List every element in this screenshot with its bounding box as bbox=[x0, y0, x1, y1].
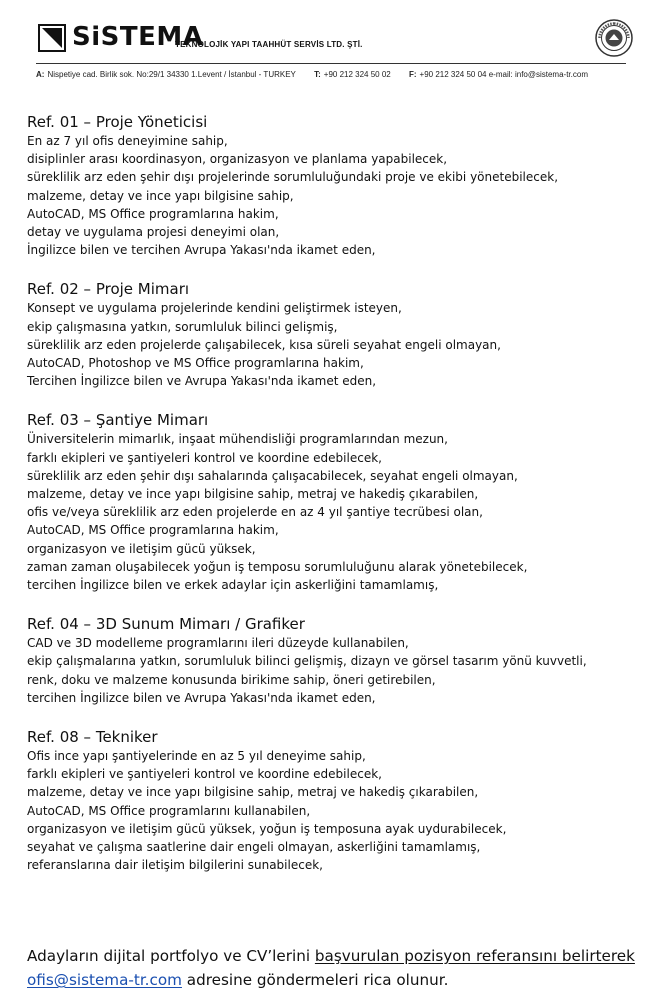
header-divider bbox=[36, 63, 626, 64]
green-building-seal-icon bbox=[595, 19, 633, 57]
job-listings bbox=[27, 112, 637, 895]
job-title: Ref. 01 – Proje Yöneticisi bbox=[27, 113, 208, 131]
reference-note: başvurulan pozisyon referansını belirterek bbox=[314, 947, 635, 965]
job-requirement: disiplinler arası koordinasyon, organizasyon ve planlama yapabilecek, bbox=[27, 152, 448, 167]
job-title: Ref. 04 – 3D Sunum Mimarı / Grafiker bbox=[27, 615, 305, 634]
fax: F: +90 212 324 50 04 bbox=[408, 70, 487, 79]
job-section bbox=[27, 727, 637, 874]
job-requirement: referanslarına dair iletişim bilgilerini sunabilecek, bbox=[27, 858, 323, 873]
job-requirement: tercihen İngilizce bilen ve Avrupa Yakası'nda ikamet eden, bbox=[27, 690, 376, 705]
job-requirement: renk, doku ve malzeme konusunda birikime sahip, öneri getirebilen, bbox=[27, 672, 436, 687]
job-requirement: Tercihen İngilizce bilen ve Avrupa Yakası'nda ikamet eden, bbox=[27, 374, 377, 389]
job-requirement: Üniversitelerin mimarlık, inşaat mühendisliği programlarından mezun, bbox=[27, 432, 448, 447]
job-section bbox=[27, 410, 637, 594]
job-title: Ref. 02 – Proje Mimarı bbox=[27, 280, 190, 299]
job-requirement: AutoCAD, MS Office programlarına hakim, bbox=[27, 523, 279, 538]
job-requirement: Ofis ince yapı şantiyelerinde en az 5 yıl deneyime sahip, bbox=[27, 749, 366, 764]
application-email-link[interactable]: ofis@sistema-tr.com bbox=[27, 971, 182, 989]
job-requirement: farklı ekipleri ve şantiyeleri kontrol ve koordine edebilecek, bbox=[27, 767, 382, 782]
job-requirement: Konsept ve uygulama projelerinde kendini geliştirmek isteyen, bbox=[27, 301, 402, 316]
letterhead bbox=[0, 0, 659, 100]
job-requirement: süreklilik arz eden projelerde çalışabilecek, kısa süreli seyahat engeli olmayan, bbox=[27, 337, 501, 352]
job-section bbox=[27, 279, 637, 390]
job-requirement: CAD ve 3D modelleme programlarını ileri düzeyde kullanabilen, bbox=[27, 636, 409, 651]
job-requirement: tercihen İngilizce bilen ve erkek adaylar için askerliğini tamamlamış, bbox=[27, 578, 439, 593]
job-requirement: malzeme, detay ve ince yapı bilgisine sahip, metraj ve hakediş çıkarabilen, bbox=[27, 785, 479, 800]
job-requirement: ekip çalışmasına yatkın, sorumluluk bilinci gelişmiş, bbox=[27, 319, 338, 334]
application-note: Adayların dijital portfolyo ve CV’lerini başvurulan pozisyon referansını belirterek ofis@sistema-tr.com adresine göndermeleri rica olunur. bbox=[27, 947, 635, 989]
job-requirement: AutoCAD, MS Office programlarına hakim, bbox=[27, 206, 279, 221]
job-title: Ref. 03 – Şantiye Mimarı bbox=[27, 411, 209, 430]
address: A: Nispetiye cad. Birlik sok. No:29/1 34330 1.Levent / İstanbul - TURKEY bbox=[36, 70, 296, 79]
job-requirement: süreklilik arz eden şehir dışı sahalarında çalışacabilecek, seyahat engeli olmayan, bbox=[27, 468, 518, 483]
brand-name: SiSTEMA bbox=[72, 22, 204, 52]
job-requirement: zaman zaman oluşabilecek yoğun iş temposu sorumluluğunu alarak yönetebilecek, bbox=[27, 559, 528, 574]
contact-email[interactable]: e-mail: info@sistema-tr.com bbox=[488, 70, 588, 79]
job-requirement: ofis ve/veya süreklilik arz eden projelerde en az 4 yıl şantiye tecrübesi olan, bbox=[27, 505, 483, 520]
job-requirement: malzeme, detay ve ince yapı bilgisine sahip, metraj ve hakediş çıkarabilen, bbox=[27, 487, 479, 502]
job-requirement: organizasyon ve iletişim gücü yüksek, bbox=[27, 541, 256, 556]
job-requirement: ekip çalışmalarına yatkın, sorumluluk bilinci gelişmiş, dizayn ve görsel tasarım yönü kuvvetli, bbox=[27, 654, 587, 669]
logo-arrow-icon bbox=[40, 26, 64, 50]
phone: T: +90 212 324 50 02 bbox=[314, 70, 391, 79]
job-requirement: süreklilik arz eden şehir dışı projelerinde sorumluluğundaki proje ve ekibi yönetebilecek, bbox=[27, 170, 559, 185]
job-requirement: farklı ekipleri ve şantiyeleri kontrol ve koordine edebilecek, bbox=[27, 450, 382, 465]
job-requirement: En az 7 yıl ofis deneyimine sahip, bbox=[27, 134, 228, 148]
job-requirement: seyahat ve çalışma saatlerine dair engeli olmayan, askerliğini tamamlamış, bbox=[27, 840, 481, 855]
job-requirement: AutoCAD, MS Office programlarını kullanabilen, bbox=[27, 803, 311, 818]
job-requirement: AutoCAD, Photoshop ve MS Office programlarına hakim, bbox=[27, 356, 364, 371]
company-tagline: TEKNOLOJİK YAPI TAAHHÜT SERVİS LTD. ŞTİ. bbox=[175, 40, 363, 49]
job-section bbox=[27, 614, 637, 707]
job-title: Ref. 08 – Tekniker bbox=[27, 728, 158, 747]
job-requirement: detay ve uygulama projesi deneyimi olan, bbox=[27, 225, 280, 240]
job-requirement: malzeme, detay ve ince yapı bilgisine sahip, bbox=[27, 188, 294, 203]
job-requirement: organizasyon ve iletişim gücü yüksek, yoğun iş temposuna ayak uydurabilecek, bbox=[27, 821, 507, 836]
job-requirement: İngilizce bilen ve tercihen Avrupa Yakası'nda ikamet eden, bbox=[27, 243, 376, 258]
job-section bbox=[27, 112, 637, 259]
contact-line bbox=[36, 70, 626, 79]
company-logo bbox=[38, 24, 66, 52]
